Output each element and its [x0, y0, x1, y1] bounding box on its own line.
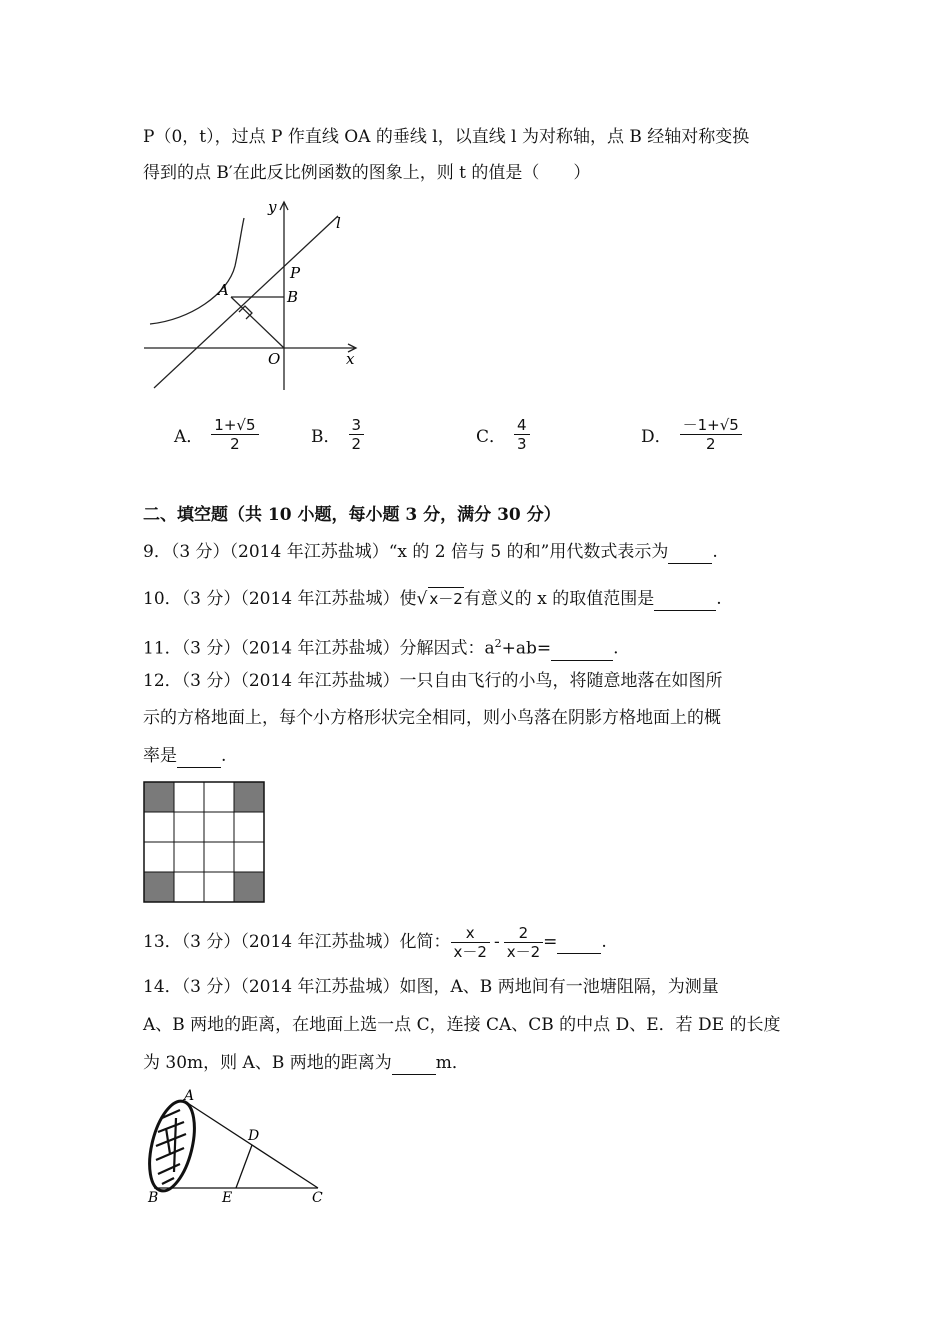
pond-figure	[140, 1088, 340, 1208]
grid-cell	[204, 782, 234, 812]
choice-a	[174, 412, 259, 456]
q10-post: 有意义的 x 的取值范围是	[463, 589, 655, 609]
q11-sup: 2	[494, 637, 502, 650]
q10-radicand: x－2	[428, 587, 463, 610]
choice-c-den: 3	[517, 434, 527, 453]
choice-a-label: A．	[174, 426, 204, 447]
choice-c-fraction	[514, 416, 530, 453]
q13-f1-num: x	[451, 924, 490, 943]
q13-f2-num: 2	[504, 924, 543, 943]
choice-d-den: 2	[705, 434, 716, 453]
question-14-line2: A、B 两地的距离，在地面上选一点 C，连接 CA、CB 的中点 D、E．若 DE 的长度	[143, 1015, 781, 1035]
q10-blank	[654, 588, 716, 611]
choice-a-den: 2	[230, 434, 240, 453]
q13-end: .	[601, 932, 607, 952]
choice-b-label: B．	[311, 426, 341, 447]
pond	[141, 1097, 202, 1196]
q13-fraction-2	[504, 924, 543, 961]
label-P: P	[290, 264, 301, 282]
grid-cell	[204, 842, 234, 872]
q13-f2-den: x－2	[506, 942, 541, 961]
grid-cell	[174, 812, 204, 842]
question-10	[143, 587, 722, 611]
grid-cell-shaded	[234, 782, 264, 812]
line-l	[154, 216, 338, 388]
q10-pre: 10．（3 分）（2014 年江苏盐城）使	[143, 589, 417, 609]
q13-eq: =	[543, 932, 558, 952]
label-D: D	[248, 1128, 260, 1144]
choice-c	[476, 412, 530, 456]
problem8-figure	[140, 196, 370, 396]
grid-cell	[204, 812, 234, 842]
grid-cell	[144, 812, 174, 842]
label-B: B	[148, 1190, 159, 1206]
question-13	[143, 920, 607, 964]
label-A: A	[184, 1088, 195, 1104]
question-9	[143, 541, 718, 564]
grid-cell	[234, 842, 264, 872]
question-12-line3	[143, 745, 226, 768]
q12-blank	[177, 745, 221, 768]
label-E: E	[222, 1190, 233, 1206]
grid-cell	[174, 842, 204, 872]
choice-b-den: 2	[351, 434, 362, 453]
problem8-line1: P（0，t），过点 P 作直线 OA 的垂线 l，以直线 l 为对称轴，点 B 经轴对称变换	[143, 127, 750, 147]
choice-a-num: 1+√5	[211, 416, 258, 435]
grid-cell	[174, 782, 204, 812]
question-12-line2: 示的方格地面上，每个小方格形状完全相同，则小鸟落在阴影方格地面上的概	[143, 708, 721, 728]
q13-pre: 13．（3 分）（2014 年江苏盐城）化简：	[143, 932, 451, 952]
choice-b-fraction	[349, 416, 365, 453]
q13-fraction-1	[451, 924, 490, 961]
q11-post: +ab=	[501, 638, 552, 659]
q11-end: .	[613, 638, 619, 659]
hyperbola-curve	[150, 218, 244, 324]
segment-DE	[236, 1145, 252, 1188]
choice-b	[311, 412, 364, 456]
q9-end: .	[712, 542, 718, 562]
choice-d	[641, 412, 742, 456]
choice-d-label: D．	[641, 426, 672, 447]
choice-a-fraction	[211, 416, 258, 453]
grid-cell	[204, 872, 234, 902]
grid-cell	[234, 812, 264, 842]
label-y: y	[268, 198, 277, 216]
label-O: O	[268, 350, 281, 368]
question-14-line1: 14．（3 分）（2014 年江苏盐城）如图，A、B 两地间有一池塘阻隔，为测量	[143, 977, 719, 997]
q11-pre: 11．（3 分）（2014 年江苏盐城）分解因式：a	[143, 638, 495, 659]
q9-blank	[668, 541, 712, 564]
right-angle-mark	[239, 306, 252, 319]
label-x: x	[346, 350, 355, 368]
label-l: l	[336, 214, 341, 232]
q14-blank	[392, 1052, 436, 1075]
grid-figure	[142, 780, 266, 904]
choice-b-num: 3	[349, 416, 365, 435]
q13-f1-den: x－2	[453, 942, 487, 961]
choice-d-fraction	[680, 416, 742, 453]
label-B: B	[287, 288, 299, 306]
grid-cell-shaded	[144, 782, 174, 812]
q14-line3-post: m．	[435, 1053, 469, 1073]
q12-line3: 率是	[143, 746, 177, 766]
q14-line3-pre: 为 30m，则 A、B 两地的距离为	[143, 1053, 392, 1073]
section-heading: 二、填空题（共 10 小题，每小题 3 分，满分 30 分）	[143, 505, 561, 525]
choice-d-num: －1+√5	[680, 416, 742, 435]
label-C: C	[312, 1190, 323, 1206]
sqrt-sign: √	[416, 589, 428, 609]
q10-end: .	[716, 589, 722, 609]
q9-text: 9．（3 分）（2014 年江苏盐城）“x 的 2 倍与 5 的和”用代数式表示为	[143, 542, 669, 562]
grid-cell-shaded	[234, 872, 264, 902]
choice-c-label: C．	[476, 426, 507, 447]
choice-c-num: 4	[514, 416, 530, 435]
label-A: A	[218, 281, 229, 299]
grid-cell	[144, 842, 174, 872]
q13-blank	[557, 931, 601, 954]
q12-end: .	[221, 746, 227, 766]
problem8-line2: 得到的点 B′在此反比例函数的图象上，则 t 的值是（ ）	[143, 163, 591, 183]
question-14-line3	[143, 1052, 469, 1075]
question-12-line1: 12．（3 分）（2014 年江苏盐城）一只自由飞行的小鸟，将随意地落在如图所	[143, 671, 723, 691]
segment-AO	[231, 297, 284, 348]
question-11	[143, 633, 619, 661]
q11-blank	[551, 638, 613, 661]
grid-cell-shaded	[144, 872, 174, 902]
q13-minus: -	[493, 932, 500, 952]
grid-cell	[174, 872, 204, 902]
